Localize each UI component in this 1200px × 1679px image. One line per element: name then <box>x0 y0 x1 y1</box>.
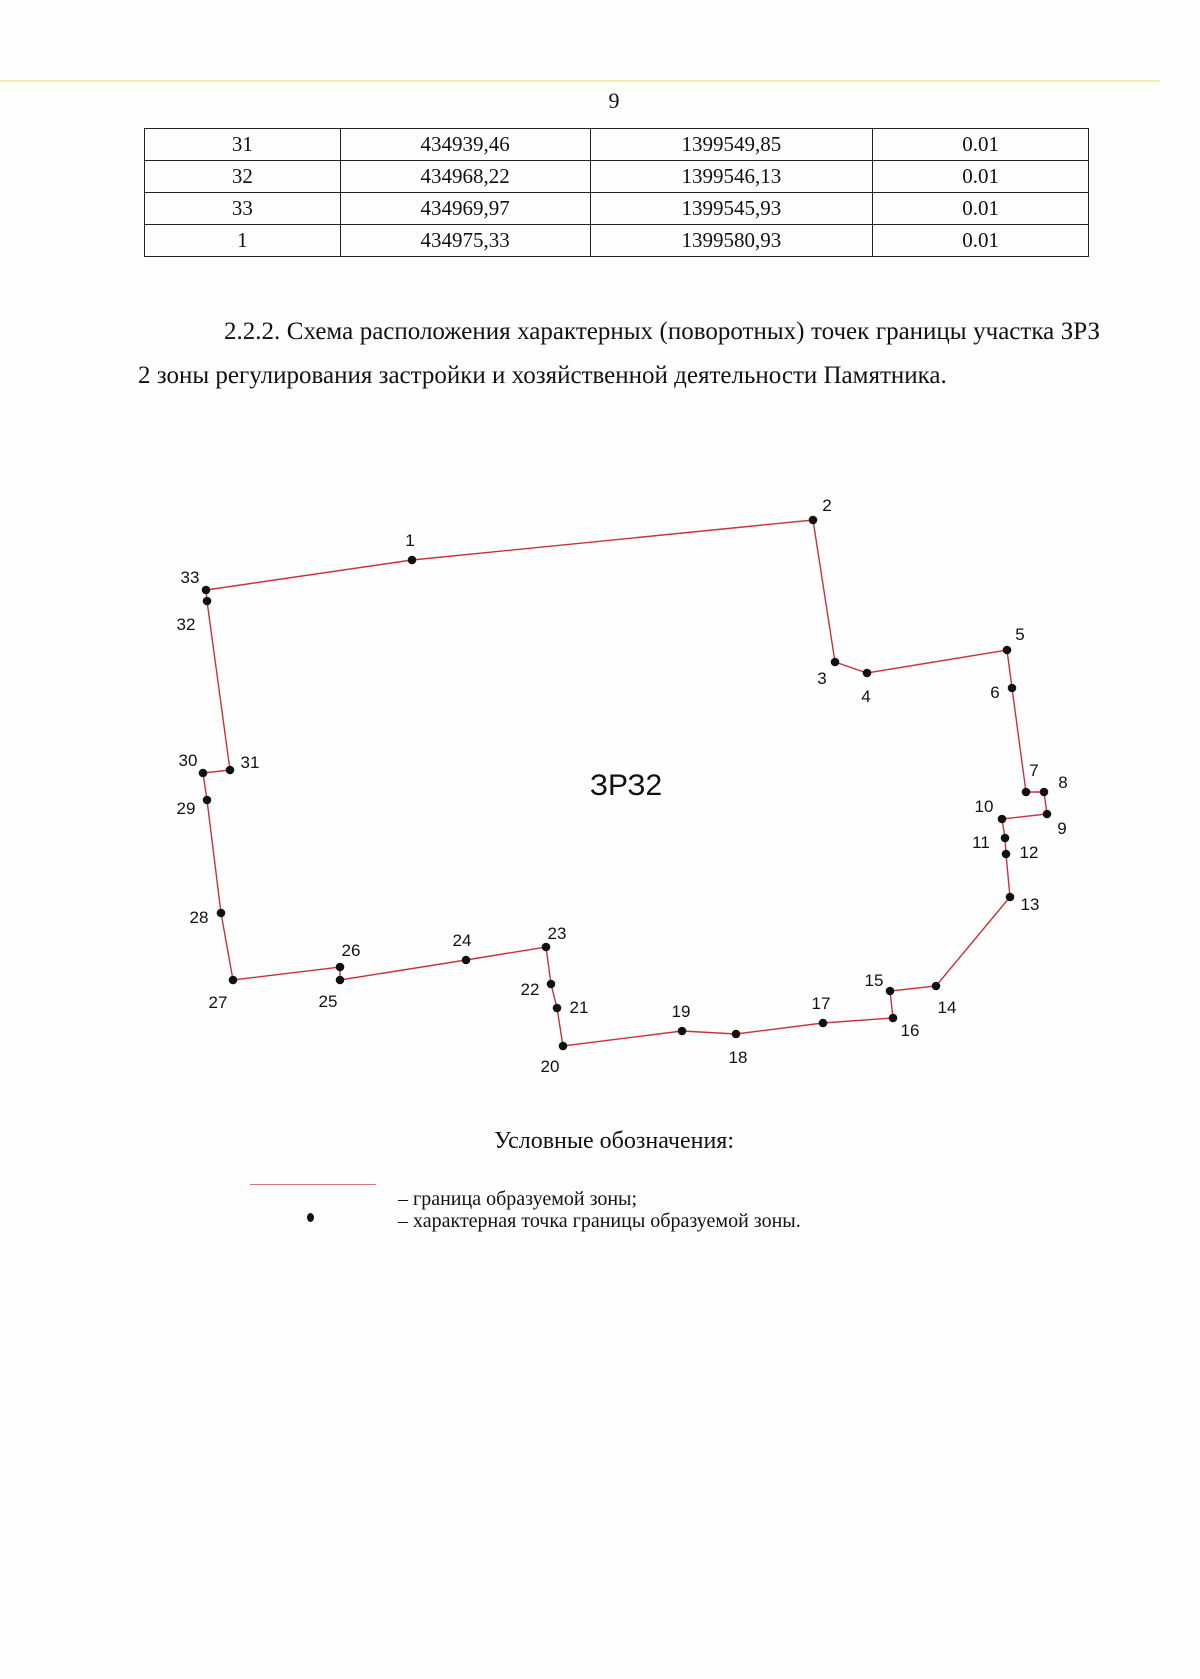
boundary-point-15 <box>886 987 895 996</box>
boundary-point-label: 25 <box>318 992 338 1011</box>
boundary-point-label: 22 <box>520 980 540 999</box>
table-cell: 31 <box>145 129 341 161</box>
table-cell: 1399549,85 <box>590 129 873 161</box>
boundary-point-32 <box>203 597 212 606</box>
boundary-point-label: 7 <box>1029 761 1039 780</box>
table-cell: 32 <box>145 161 341 193</box>
table-cell: 0.01 <box>873 161 1089 193</box>
boundary-point-label: 13 <box>1020 895 1040 914</box>
boundary-point-label: 15 <box>864 971 884 990</box>
boundary-point-29 <box>203 796 212 805</box>
boundary-point-28 <box>217 909 226 918</box>
boundary-point-14 <box>932 982 941 991</box>
boundary-point-11 <box>1001 834 1010 843</box>
boundary-point-24 <box>462 956 471 965</box>
boundary-point-label: 16 <box>900 1021 920 1040</box>
boundary-point-label: 24 <box>452 931 472 950</box>
boundary-point-8 <box>1040 788 1049 797</box>
boundary-point-label: 1 <box>405 531 415 550</box>
boundary-point-3 <box>831 658 840 667</box>
boundary-point-label: 28 <box>189 908 209 927</box>
boundary-point-label: 3 <box>817 669 827 688</box>
table-cell: 0.01 <box>873 225 1089 257</box>
boundary-point-label: 11 <box>972 833 990 852</box>
table-cell: 0.01 <box>873 129 1089 161</box>
boundary-point-16 <box>889 1014 898 1023</box>
legend-title: Условные обозначения: <box>493 1128 735 1154</box>
boundary-point-10 <box>998 815 1007 824</box>
boundary-point-5 <box>1003 646 1012 655</box>
boundary-point-1 <box>408 556 417 565</box>
boundary-point-27 <box>229 976 238 985</box>
boundary-point-label: 33 <box>180 568 200 587</box>
boundary-point-22 <box>547 980 556 989</box>
boundary-point-26 <box>336 963 345 972</box>
boundary-point-label: 8 <box>1058 773 1068 792</box>
boundary-point-4 <box>863 669 872 678</box>
boundary-point-label: 4 <box>861 687 871 706</box>
boundary-point-17 <box>819 1019 828 1028</box>
boundary-point-23 <box>542 943 551 952</box>
boundary-point-19 <box>678 1027 687 1036</box>
boundary-point-label: 29 <box>176 799 196 818</box>
boundary-point-6 <box>1008 684 1017 693</box>
boundary-point-31 <box>226 766 235 775</box>
boundary-point-12 <box>1002 850 1011 859</box>
legend-point-sample <box>307 1213 314 1222</box>
boundary-point-21 <box>553 1004 562 1013</box>
boundary-point-30 <box>199 769 208 778</box>
legend-point-text: – характерная точка границы образуемой зоны. <box>398 1210 801 1232</box>
table-cell: 434939,46 <box>340 129 590 161</box>
legend-boundary-text: – граница образуемой зоны; <box>398 1188 638 1210</box>
table-cell: 0.01 <box>873 193 1089 225</box>
table-cell: 434975,33 <box>340 225 590 257</box>
boundary-point-label: 23 <box>547 924 567 943</box>
table-cell: 434969,97 <box>340 193 590 225</box>
boundary-point-7 <box>1022 788 1031 797</box>
table-cell: 1 <box>145 225 341 257</box>
table-cell: 434968,22 <box>340 161 590 193</box>
boundary-point-label: 27 <box>208 993 228 1012</box>
boundary-point-9 <box>1043 810 1052 819</box>
page-number: 9 <box>608 88 620 113</box>
boundary-point-20 <box>559 1042 568 1051</box>
boundary-point-2 <box>809 516 818 525</box>
zone-label: ЗРЗ2 <box>589 769 663 802</box>
boundary-point-label: 31 <box>240 753 260 772</box>
boundary-point-label: 21 <box>569 998 589 1017</box>
boundary-point-label: 5 <box>1015 625 1025 644</box>
table-cell: 33 <box>145 193 341 225</box>
boundary-point-label: 19 <box>671 1002 691 1021</box>
boundary-point-label: 32 <box>176 615 196 634</box>
boundary-point-18 <box>732 1030 741 1039</box>
legend-boundary-line-sample <box>250 1184 376 1185</box>
boundary-point-label: 30 <box>178 751 198 770</box>
boundary-point-label: 18 <box>728 1048 748 1067</box>
section-text: 2.2.2. Схема расположения характерных (поворотных) точек границы участка ЗРЗ 2 зоны регулирования застройки и хозяйственной деятельности Памятника. <box>138 318 1100 389</box>
boundary-point-label: 17 <box>811 994 831 1013</box>
boundary-point-label: 6 <box>990 683 1000 702</box>
table-cell: 1399580,93 <box>590 225 873 257</box>
boundary-point-13 <box>1006 893 1015 902</box>
boundary-point-label: 2 <box>822 496 832 515</box>
boundary-point-label: 20 <box>540 1057 560 1076</box>
table-cell: 1399545,93 <box>590 193 873 225</box>
boundary-point-label: 26 <box>341 941 361 960</box>
boundary-point-label: 10 <box>974 797 994 816</box>
boundary-point-label: 12 <box>1019 843 1039 862</box>
table-cell: 1399546,13 <box>590 161 873 193</box>
boundary-point-33 <box>202 586 211 595</box>
boundary-point-label: 9 <box>1057 819 1067 838</box>
boundary-point-25 <box>336 976 345 985</box>
boundary-point-label: 14 <box>937 998 957 1017</box>
